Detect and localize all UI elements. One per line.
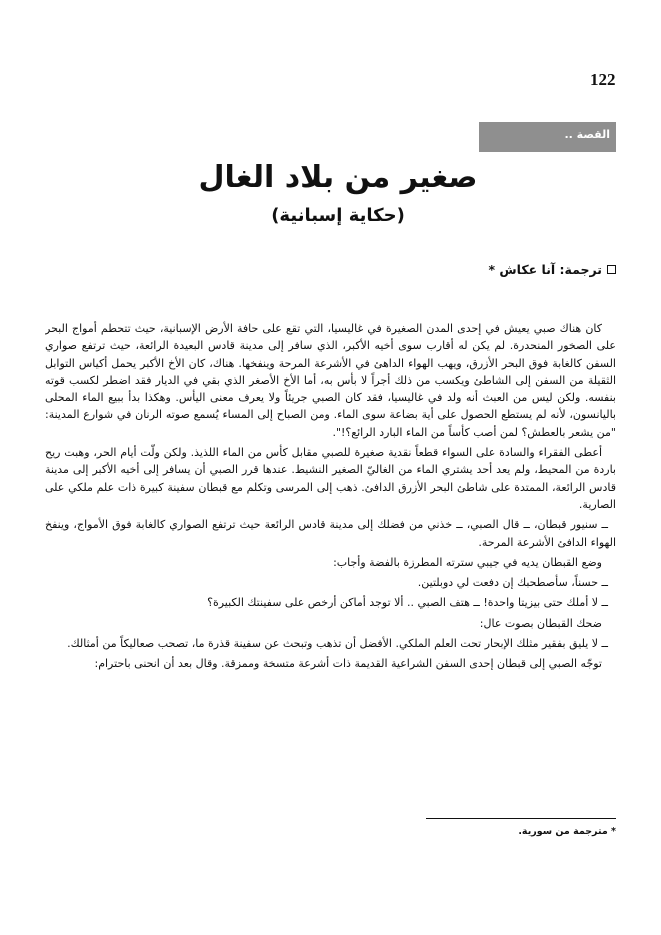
section-header-bar [479, 122, 616, 152]
paragraph: ــ سنيور قبطان، ــ قال الصبي، ــ خذني من فضلك إلى مدينة قادس الرائعة حيث ترتفع الصواري كالغابة فوق الأمواج، وينفخ الهواء الدافئ الأشرعة المرحة. [45, 518, 616, 549]
paragraph: ضحك القبطان بصوت عال: [479, 616, 602, 630]
footnote-divider [426, 818, 616, 819]
section-label: القصة .. [564, 128, 610, 141]
square-bullet-icon [607, 265, 616, 274]
paragraph: ــ حسناً، سأصطحبك إن دفعت لي دوبلتين. [417, 576, 608, 590]
paragraph: ــ لا أملك حتى بيزيتا واحدة! ــ هتف الصبي .. ألا توجد أماكن أرخص على سفينتك الكبيرة؟ [207, 596, 608, 610]
paragraph: وضع القبطان يديه في جيبي سترته المطرزة بالفضة وأجاب: [333, 555, 602, 569]
story-subtitle: (حكاية إسبانية) [271, 205, 405, 226]
footnote: * مترجمة من سورية. [518, 826, 616, 837]
page-number: 122 [590, 70, 616, 89]
paragraph: توجّه الصبي إلى قبطان إحدى السفن الشراعية القديمة ذات أشرعة متسخة وممزقة. وقال بعد أن انحنى باحترام: [94, 657, 602, 671]
paragraph: أعطى الفقراء والسادة على السواء قطعاً نقدية صغيرة للصبي مقابل كأس من الماء اللذيذ. ولكن ولّت أيام الحر، وهبت ريح باردة من المحيط، ولم يعد أحد يشتري الماء من الغاليّ الصغير النشيط. عندها قرر الصبي أن يسافر إلى أخيه الأكبر إلى مدينة قادس الرائعة، الممتدة على شاطئ البحر الأزرق الدافئ. ذهب إلى المرسى وتكلم مع قبطان سفينة كبيرة ذات علم ملكي على الصارية. [45, 446, 616, 511]
translator-text: ترجمة: آنا عكاش * [488, 262, 602, 277]
paragraph: ــ لا يليق بفقير مثلك الإبحار تحت العلم الملكي. الأفضل أن تذهب وتبحث عن سفينة قذرة ما، تصحب صعاليكاً من أمثالك. [67, 637, 608, 651]
article-body [45, 320, 616, 798]
translator-credit [489, 262, 616, 277]
paragraph: كان هناك صبي يعيش في إحدى المدن الصغيرة في غاليسيا، التي تقع على حافة الأرض الإسبانية، حيث تتحطم أمواج البحر على الصخور المنحدرة. لم يكن له أقارب سوى أخيه الأكبر، الذي سافر إلى مدينة قادس البعيدة الرائعة، حيث ترتفع صواري السفن كالغابة فوق البحر الأزرق، ويهب الهواء الداهئ في الأشرعة المرحة وينفخها. هناك، كان الأخ الأكبر يحمل أكياس التوابل الثقيلة من السفن إلى الشاطئ ويكسب من ذلك أجراً لا بأس به، أما الأخ الأصغر الذي بقي في الديار فقد اضطر لكسب قوته بنفسه. ولكن ليس من العبث أنه ولد في غاليسيا، فقد كان الصبي جريئاً ولا يعرف معنى اليأس. وهكذا بدأ ببيع الماء المحلى باليانسون، لأنه لم يستطع الحصول على أية بضاعة سوى الماء. ومن الصباح إلى المساء يُسمع صوته الرنان في شوارع المدينة: "من يشعر بالعطش؟ لمن أصب كأساً من الماء البارد الرائع؟!". [45, 322, 616, 439]
story-title: صغير من بلاد الغال [198, 160, 478, 195]
